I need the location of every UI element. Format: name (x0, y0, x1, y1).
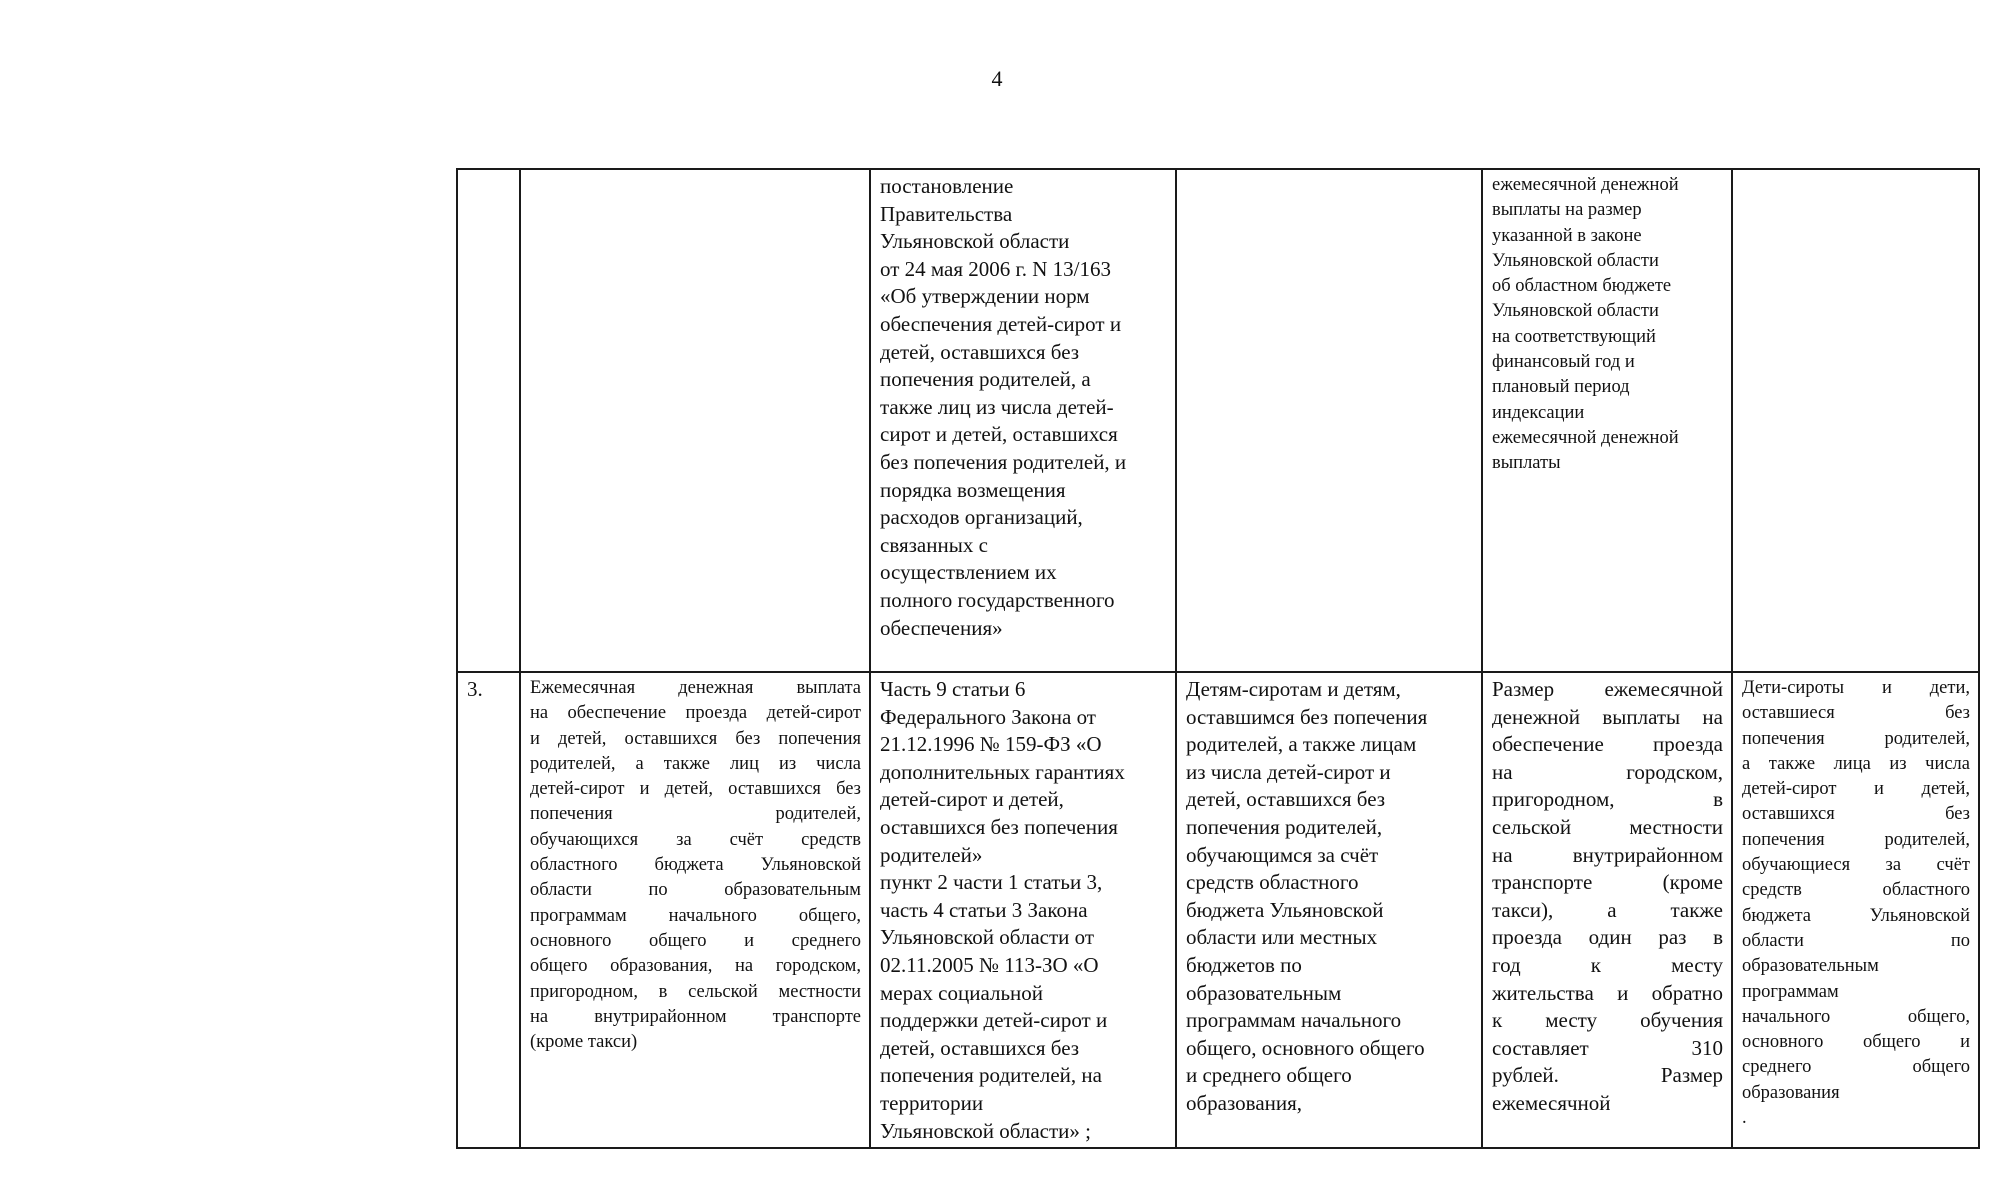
table-row (457, 169, 1979, 672)
cell-text-line: также лиц из числа детей- (880, 394, 1114, 419)
cell-text-line: индексации (1492, 402, 1585, 423)
cell-text-line: указанной в законе (1492, 225, 1642, 246)
cell-text-line: составляет 310 (1492, 1035, 1723, 1060)
cell-text-line: территории (880, 1090, 984, 1115)
cell-text-line: из числа детей-сирот и (1186, 759, 1391, 784)
cell-text-line: детей, оставшихся без (880, 1035, 1080, 1060)
cell-text-line: оставшимся без попечения (1186, 704, 1428, 729)
cell-text-line: детей-сирот и детей, (1742, 779, 1970, 800)
page-number: 4 (991, 66, 1003, 91)
cell-text-line: образования, (1186, 1090, 1303, 1115)
cell-text-line: Правительства (880, 201, 1013, 226)
cell-text-line: обучающиеся за счёт (1742, 855, 1970, 876)
cell-text-line: и среднего общего (1186, 1063, 1352, 1088)
row1-amount-cell (1482, 169, 1732, 672)
cell-text-line: обеспечения детей-сирот и (880, 311, 1122, 336)
cell-text-line: среднего общего (1742, 1057, 1970, 1078)
cell-text-line: детей, оставшихся без (880, 339, 1080, 364)
row2-number-cell: 3. (457, 672, 520, 1148)
cell-text-line: без попечения родителей, и (880, 449, 1127, 474)
cell-text-line: дополнительных гарантиях (880, 759, 1125, 784)
cell-text-line: общего, основного общего (1186, 1035, 1425, 1060)
cell-text-line: . (1742, 1108, 1747, 1129)
cell-text-line: (кроме такси) (530, 1032, 638, 1053)
cell-text-line: бюджета Ульяновской (1742, 905, 1970, 926)
cell-text-line: попечения родителей, (1742, 829, 1970, 850)
cell-text-line: проезда один раз в (1492, 925, 1723, 950)
cell-text-line: финансовый год и (1492, 352, 1635, 373)
cell-text-line: Ульяновской области (880, 229, 1070, 254)
cell-text-line: часть 4 статьи 3 Закона (880, 897, 1088, 922)
cell-text-line: родителей, а также лицам (1186, 732, 1417, 757)
cell-text-line: обучающихся за счёт средств (530, 829, 861, 850)
cell-text-line: оставшихся без попечения (880, 814, 1118, 839)
cell-text-line: транспорте (кроме (1492, 870, 1723, 895)
cell-text-line: на обеспечение проезда детей-сирот (530, 703, 861, 724)
cell-text-line: 02.11.2005 № 113-ЗО «О (880, 952, 1099, 977)
cell-text-line: образования (1742, 1082, 1840, 1103)
cell-text-line: пригородном, в сельской местности (530, 981, 861, 1002)
cell-text-line: на внутрирайонном (1492, 842, 1723, 867)
cell-text-line: на соответствующий (1492, 326, 1656, 347)
table-row (457, 672, 1979, 1148)
cell-text-line: Часть 9 статьи 6 (880, 677, 1026, 701)
cell-text-line: постановление (880, 174, 1014, 198)
cell-text-line: обеспечения» (880, 615, 1003, 640)
cell-text-line: на внутрирайонном транспорте (530, 1006, 861, 1027)
cell-text-line: родителей» (880, 842, 983, 867)
cell-text-line: выплаты на размер (1492, 200, 1642, 221)
cell-text-line: обучающимся за счёт (1186, 842, 1379, 867)
row1-legal-basis-cell (870, 169, 1176, 672)
cell-text-line: образовательным (1742, 956, 1879, 977)
row1-measure-cell (520, 169, 870, 672)
cell-text-line: мерах социальной (880, 980, 1044, 1005)
cell-text-line: области или местных (1186, 925, 1378, 950)
cell-text-line: к месту обучения (1492, 1008, 1723, 1033)
cell-text-line: Ульяновской области (1492, 301, 1659, 322)
cell-text-line: образовательным (1186, 980, 1342, 1005)
cell-text-line: выплаты (1492, 453, 1561, 474)
row1-category-cell (1732, 169, 1979, 672)
cell-text-line: Ежемесячная денежная выплата (530, 678, 861, 698)
cell-text-line: Ульяновской области» ; (880, 1118, 1091, 1143)
cell-text-line: бюджетов по (1186, 952, 1302, 977)
cell-text-line: начального общего, (1742, 1006, 1970, 1027)
cell-text-line: пригородном, в (1492, 787, 1723, 812)
cell-text-line: ежемесячной денежной (1492, 175, 1679, 195)
cell-text-line: от 24 мая 2006 г. N 13/163 (880, 256, 1112, 281)
cell-text-line: сельской местности (1492, 814, 1723, 839)
cell-text-line: поддержки детей-сирот и (880, 1008, 1108, 1033)
cell-text-line: программам (1742, 981, 1839, 1002)
cell-text-line: Ульяновской области (1492, 250, 1659, 271)
row2-legal-basis-cell (870, 672, 1176, 1148)
cell-text-line: средств областного (1186, 870, 1359, 895)
cell-text-line: об областном бюджете (1492, 276, 1672, 297)
cell-text-line: области по образовательным (530, 880, 861, 901)
cell-text-line: Детям-сиротам и детям, (1186, 677, 1401, 701)
cell-text-line: «Об утверждении норм (880, 284, 1090, 309)
cell-text-line: средств областного (1742, 880, 1970, 901)
cell-text-line: обеспечение проезда (1492, 732, 1723, 757)
cell-text-line: областного бюджета Ульяновской (530, 855, 861, 876)
cell-text-line: бюджета Ульяновской (1186, 897, 1384, 922)
cell-text-line: расходов организаций, (880, 505, 1083, 530)
row2-measure-cell (520, 672, 870, 1148)
cell-text-line: рублей. Размер (1492, 1063, 1723, 1088)
cell-text-line: связанных с (880, 532, 988, 557)
cell-text-line: Федерального Закона от (880, 704, 1096, 729)
cell-text-line: основного общего и (1742, 1032, 1970, 1053)
cell-text-line: попечения родителей, (1186, 814, 1383, 839)
cell-text-line: жительства и обратно (1492, 980, 1723, 1005)
cell-text-line: области по (1742, 930, 1970, 951)
document-table (456, 168, 1980, 1149)
row2-amount-cell (1482, 672, 1732, 1148)
cell-text-line: ежемесячной (1492, 1090, 1611, 1115)
cell-text-line: детей-сирот и детей, оставшихся без (530, 779, 861, 800)
cell-text-line: программам начального (1186, 1008, 1402, 1033)
row1-number-cell (457, 169, 520, 672)
row2-recipients-cell (1176, 672, 1482, 1148)
cell-text-line: плановый период (1492, 377, 1630, 398)
cell-text-line: попечения родителей, а (880, 367, 1091, 392)
cell-text-line: сирот и детей, оставшихся (880, 422, 1118, 447)
cell-text-line: такси), а также (1492, 897, 1723, 922)
cell-text-line: и детей, оставшихся без попечения (530, 728, 861, 749)
cell-text-line: детей, оставшихся без (1186, 787, 1386, 812)
cell-text-line: денежной выплаты на (1492, 704, 1723, 729)
row1-recipients-cell (1176, 169, 1482, 672)
cell-text-line: попечения родителей, на (880, 1063, 1102, 1088)
cell-text-line: программам начального общего, (530, 905, 861, 926)
cell-text-line: пункт 2 части 1 статьи 3, (880, 870, 1103, 895)
cell-text-line: 21.12.1996 № 159-ФЗ «О (880, 732, 1102, 757)
cell-text-line: попечения родителей, (1742, 728, 1970, 749)
cell-text-line: порядка возмещения (880, 477, 1066, 502)
cell-text-line: общего образования, на городском, (530, 956, 861, 977)
cell-text-line: основного общего и среднего (530, 930, 861, 951)
cell-text-line: полного государственного (880, 587, 1115, 612)
cell-text-line: детей-сирот и детей, (880, 787, 1064, 812)
cell-text-line: Ульяновской области от (880, 925, 1095, 950)
row2-category-cell (1732, 672, 1979, 1148)
cell-text-line: попечения родителей, (530, 804, 861, 825)
cell-text-line: оставшиеся без (1742, 703, 1970, 724)
cell-text-line: год к месту (1492, 952, 1723, 977)
cell-text-line: оставшихся без (1742, 804, 1970, 825)
cell-text-line: осуществлением их (880, 560, 1057, 585)
cell-text-line: Дети-сироты и дети, (1742, 678, 1970, 698)
cell-text-line: а также лица из числа (1742, 753, 1970, 774)
cell-text-line: на городском, (1492, 759, 1723, 784)
cell-text-line: родителей, а также лиц из числа (530, 753, 861, 774)
cell-text-line: Размер ежемесячной (1492, 677, 1723, 701)
cell-text-line: ежемесячной денежной (1492, 427, 1679, 448)
